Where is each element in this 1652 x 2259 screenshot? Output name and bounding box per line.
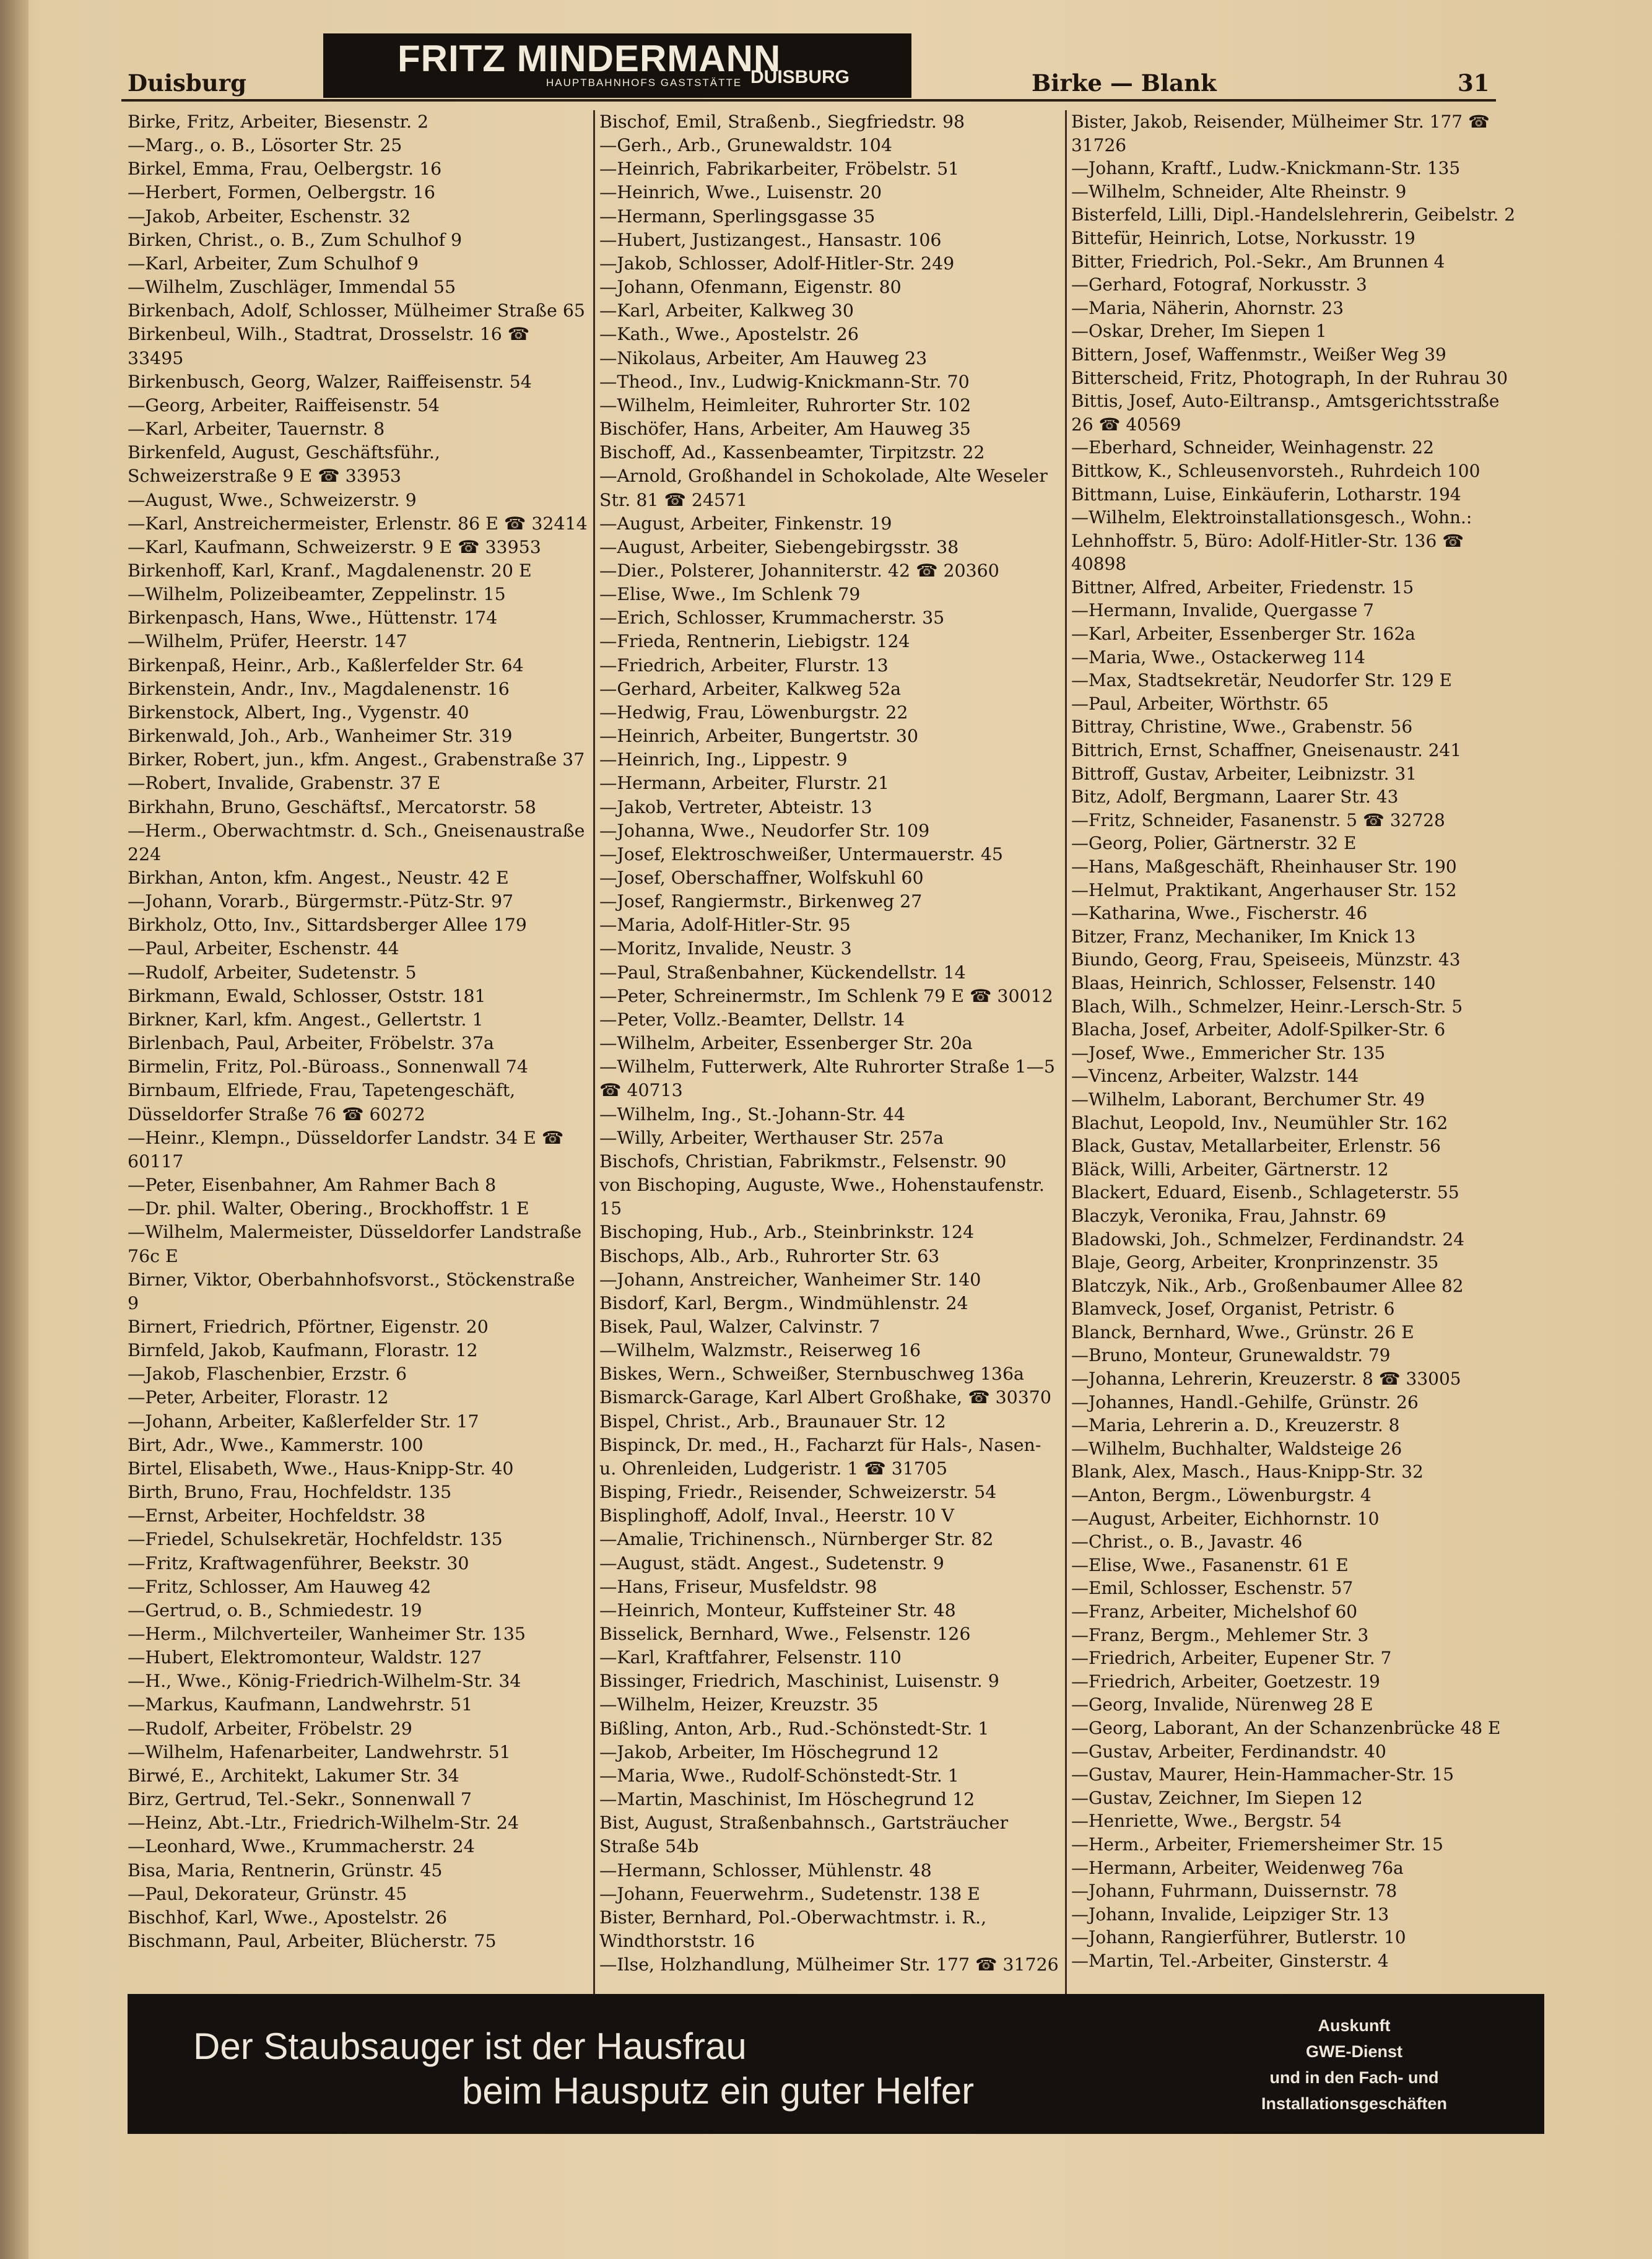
directory-entry: —Heinrich, Monteur, Kuffsteiner Str. 48 — [599, 1600, 956, 1621]
directory-entry: Bittner, Alfred, Arbeiter, Friedenstr. 15 — [1071, 577, 1414, 598]
directory-entry: —Herm., Milchverteiler, Wanheimer Str. 135 — [128, 1624, 526, 1644]
directory-entry: —Max, Stadtsekretär, Neudorfer Str. 129 E — [1071, 670, 1452, 691]
directory-entry: —Wilhelm, Prüfer, Heerstr. 147 — [128, 631, 407, 652]
directory-entry: Bitterscheid, Fritz, Photograph, In der Ruhrau 30 — [1071, 367, 1508, 388]
directory-entry: Blank, Alex, Masch., Haus-Knipp-Str. 32 — [1071, 1461, 1424, 1482]
directory-entry: Birker, Robert, jun., kfm. Angest., Grabenstraße 37 — [128, 749, 585, 770]
directory-entry: Bischoff, Ad., Kassenbeamter, Tirpitzstr. 22 — [599, 442, 985, 463]
directory-entry: Blaas, Heinrich, Schlosser, Felsenstr. 140 — [1071, 972, 1436, 993]
directory-entry: Birmelin, Fritz, Pol.-Büroass., Sonnenwall 74 — [128, 1056, 528, 1077]
directory-entry: —Amalie, Trichinensch., Nürnberger Str. 82 — [599, 1529, 994, 1550]
directory-entry: —Heinrich, Arbeiter, Bungertstr. 30 — [599, 726, 919, 747]
directory-entry: —Maria, Adolf-Hitler-Str. 95 — [599, 915, 851, 936]
directory-entry: —Johann, Feuerwehrm., Sudetenstr. 138 E — [599, 1883, 980, 1904]
directory-entry: —Leonhard, Wwe., Krummacherstr. 24 — [128, 1836, 475, 1857]
directory-entry: Birlenbach, Paul, Arbeiter, Fröbelstr. 37a — [128, 1033, 494, 1054]
column-separator — [1065, 110, 1067, 1999]
directory-entry: —Fritz, Kraftwagenführer, Beekstr. 30 — [128, 1552, 469, 1573]
directory-entry: Bisterfeld, Lilli, Dipl.-Handelslehrerin, Geibelstr. 2 — [1071, 204, 1516, 225]
directory-entry: —Maria, Näherin, Ahornstr. 23 — [1071, 297, 1344, 318]
directory-entry: —Georg, Polier, Gärtnerstr. 32 E — [1071, 833, 1357, 854]
directory-entry: —Paul, Straßenbahner, Kückendellstr. 14 — [599, 962, 966, 983]
directory-entry: —Wilhelm, Elektroinstallationsgesch., Wohn.: Lehnhoffstr. 5, Büro: Adolf-Hitler-Str. 136 ☎ 40898 — [1071, 507, 1472, 575]
directory-entry: Blackert, Eduard, Eisenb., Schlageterstr. 55 — [1071, 1182, 1459, 1203]
directory-entry: Birnbaum, Elfriede, Frau, Tapetengeschäft, Düsseldorfer Straße 76 ☎ 60272 — [128, 1080, 516, 1125]
directory-entry: Bitz, Adolf, Bergmann, Laarer Str. 43 — [1071, 786, 1399, 807]
directory-entry: Bittern, Josef, Waffenmstr., Weißer Weg 39 — [1071, 344, 1446, 365]
directory-entry: —Jakob, Schlosser, Adolf-Hitler-Str. 249 — [599, 253, 955, 274]
directory-entry: Bischofs, Christian, Fabrikmstr., Felsenstr. 90 — [599, 1151, 1007, 1172]
directory-entry: Bischops, Alb., Arb., Ruhrorter Str. 63 — [599, 1245, 940, 1266]
directory-entry: —Wilhelm, Schneider, Alte Rheinstr. 9 — [1071, 181, 1407, 202]
page-number: 31 — [1458, 69, 1490, 97]
directory-entry: —Rudolf, Arbeiter, Sudetenstr. 5 — [128, 962, 417, 983]
directory-entry: —Hermann, Sperlingsgasse 35 — [599, 206, 876, 227]
directory-entry: —Friedrich, Arbeiter, Flurstr. 13 — [599, 655, 889, 676]
ad-info-line: Installationsgeschäften — [1261, 2094, 1448, 2113]
directory-entry: —Peter, Arbeiter, Florastr. 12 — [128, 1387, 389, 1408]
directory-entry: Birkenwald, Joh., Arb., Wanheimer Str. 319 — [128, 726, 513, 747]
directory-entry: —Hans, Maßgeschäft, Rheinhauser Str. 190 — [1071, 856, 1457, 877]
footer-advertisement — [128, 1994, 1544, 2134]
directory-entry: Birkenbeul, Wilh., Stadtrat, Drosselstr. 16 ☎ 33495 — [128, 324, 530, 368]
directory-entry: —Paul, Arbeiter, Eschenstr. 44 — [128, 938, 399, 959]
directory-entry: Blaje, Georg, Arbeiter, Kronprinzenstr. 35 — [1071, 1252, 1439, 1273]
directory-entry: Birkenstock, Albert, Ing., Vygenstr. 40 — [128, 702, 469, 723]
directory-entry: von Bischoping, Auguste, Wwe., Hohenstaufenstr. 15 — [599, 1175, 1045, 1219]
column-2 — [599, 110, 1059, 1975]
directory-entry: Birkenbach, Adolf, Schlosser, Mülheimer Straße 65 — [128, 300, 585, 321]
directory-entry: —Wilhelm, Malermeister, Düsseldorfer Landstraße 76c E — [128, 1222, 582, 1266]
directory-entry: —Karl, Arbeiter, Essenberger Str. 162a — [1071, 624, 1415, 645]
directory-entry: —August, Arbeiter, Eichhornstr. 10 — [1071, 1508, 1380, 1529]
directory-entry: —Johann, Anstreicher, Wanheimer Str. 140 — [599, 1269, 981, 1290]
directory-entry: Birkmann, Ewald, Schlosser, Oststr. 181 — [128, 985, 486, 1006]
directory-entry: —August, Arbeiter, Siebengebirgsstr. 38 — [599, 536, 959, 557]
header-range: Birke — Blank — [1032, 69, 1217, 97]
directory-entry: —Herm., Oberwachtmstr. d. Sch., Gneisenaustraße 224 — [128, 820, 585, 864]
directory-entry: —Ernst, Arbeiter, Hochfeldstr. 38 — [128, 1505, 426, 1526]
page-binding — [0, 0, 28, 2259]
directory-entry: —Georg, Arbeiter, Raiffeisenstr. 54 — [128, 394, 440, 416]
directory-entry: —Jakob, Arbeiter, Im Höschegrund 12 — [599, 1741, 939, 1762]
directory-entry: Blachut, Leopold, Inv., Neumühler Str. 162 — [1071, 1112, 1448, 1133]
directory-entry: —Martin, Maschinist, Im Höschegrund 12 — [599, 1789, 975, 1810]
directory-entry: —Wilhelm, Laborant, Berchumer Str. 49 — [1071, 1089, 1425, 1110]
directory-entry: Birkenstein, Andr., Inv., Magdalenenstr. 16 — [128, 678, 510, 699]
directory-entry: Bittroff, Gustav, Arbeiter, Leibnizstr. 31 — [1071, 763, 1417, 784]
banner-city: DUISBURG — [750, 67, 850, 87]
directory-entry: Bittray, Christine, Wwe., Grabenstr. 56 — [1071, 716, 1413, 738]
directory-entry: Birken, Christ., o. B., Zum Schulhof 9 — [128, 229, 463, 250]
directory-entry: Bitter, Friedrich, Pol.-Sekr., Am Brunnen 4 — [1071, 251, 1445, 272]
directory-entry: —Theod., Inv., Ludwig-Knickmann-Str. 70 — [599, 371, 970, 392]
directory-entry: —August, Arbeiter, Finkenstr. 19 — [599, 513, 892, 534]
directory-entry: Blaczyk, Veronika, Frau, Jahnstr. 69 — [1071, 1205, 1386, 1226]
directory-entry: —Dier., Polsterer, Johanniterstr. 42 ☎ 20360 — [599, 560, 999, 581]
directory-entry: —Hedwig, Frau, Löwenburgstr. 22 — [599, 702, 908, 723]
directory-entry: Birnert, Friedrich, Pförtner, Eigenstr. 20 — [128, 1316, 489, 1337]
directory-entry: —August, Wwe., Schweizerstr. 9 — [128, 489, 417, 510]
directory-entry: Bisdorf, Karl, Bergm., Windmühlenstr. 24 — [599, 1292, 968, 1313]
directory-entry: —Wilhelm, Polizeibeamter, Zeppelinstr. 15 — [128, 584, 506, 605]
directory-entry: —Wilhelm, Heizer, Kreuzstr. 35 — [599, 1694, 879, 1715]
directory-entry: —Johann, Arbeiter, Kaßlerfelder Str. 17 — [128, 1411, 479, 1432]
directory-entry: —Georg, Laborant, An der Schanzenbrücke 48 E — [1071, 1717, 1501, 1738]
directory-entry: —Karl, Arbeiter, Tauernstr. 8 — [128, 419, 385, 440]
directory-entry: —Gustav, Arbeiter, Ferdinandstr. 40 — [1071, 1741, 1386, 1762]
directory-entry: Birner, Viktor, Oberbahnhofsvorst., Stöckenstraße 9 — [128, 1269, 575, 1313]
directory-entry: Bisplinghoff, Adolf, Inval., Heerstr. 10 V — [599, 1505, 954, 1526]
directory-entry: Birkenbusch, Georg, Walzer, Raiffeisenstr. 54 — [128, 371, 532, 392]
directory-entry: Bißling, Anton, Arb., Rud.-Schönstedt-Str. 1 — [599, 1718, 989, 1739]
directory-entry: —Jakob, Arbeiter, Eschenstr. 32 — [128, 206, 411, 227]
directory-entry: Bläck, Willi, Arbeiter, Gärtnerstr. 12 — [1071, 1159, 1389, 1180]
directory-entry: —Helmut, Praktikant, Angerhauser Str. 152 — [1071, 879, 1457, 900]
directory-entry: —Heinrich, Fabrikarbeiter, Fröbelstr. 51 — [599, 159, 960, 180]
directory-entry: —Heinrich, Wwe., Luisenstr. 20 — [599, 182, 882, 203]
directory-entry: —Rudolf, Arbeiter, Fröbelstr. 29 — [128, 1718, 412, 1739]
directory-entry: Birkenpaß, Heinr., Arb., Kaßlerfelder Str. 64 — [128, 655, 524, 676]
directory-entry: —Karl, Kraftfahrer, Felsenstr. 110 — [599, 1647, 902, 1668]
directory-entry: Birkner, Karl, kfm. Angest., Gellertstr. 1 — [128, 1009, 484, 1030]
directory-entry: Bisa, Maria, Rentnerin, Grünstr. 45 — [128, 1860, 443, 1881]
directory-entry: —August, städt. Angest., Sudetenstr. 9 — [599, 1552, 944, 1573]
directory-entry: Bittmann, Luise, Einkäuferin, Lotharstr. 194 — [1071, 484, 1461, 505]
directory-entry: —Paul, Arbeiter, Wörthstr. 65 — [1071, 693, 1329, 714]
directory-entry: Blamveck, Josef, Organist, Petristr. 6 — [1071, 1299, 1395, 1320]
directory-entry: —Henriette, Wwe., Bergstr. 54 — [1071, 1811, 1342, 1832]
directory-entry: —Ilse, Holzhandlung, Mülheimer Str. 177 ☎ 31726 — [599, 1954, 1059, 1975]
ad-info-line: Auskunft — [1318, 2016, 1391, 2035]
directory-entry: Birkhahn, Bruno, Geschäftsf., Mercatorstr. 58 — [128, 796, 536, 817]
directory-entry: —Maria, Lehrerin a. D., Kreuzerstr. 8 — [1071, 1415, 1400, 1436]
directory-entry: Bispinck, Dr. med., H., Facharzt für Hals-, Nasen- u. Ohrenleiden, Ludgeristr. 1 ☎ 31705 — [599, 1434, 1041, 1479]
ad-line-1: Der Staubsauger ist der Hausfrau — [193, 2026, 747, 2067]
directory-entry: Bittkow, K., Schleusenvorsteh., Ruhrdeich 100 — [1071, 460, 1480, 481]
directory-entry: —Karl, Arbeiter, Kalkweg 30 — [599, 300, 854, 321]
directory-entry: —Heinrich, Ing., Lippestr. 9 — [599, 749, 848, 770]
directory-entry: —Elise, Wwe., Fasanenstr. 61 E — [1071, 1554, 1349, 1575]
directory-entry: —H., Wwe., König-Friedrich-Wilhelm-Str. 34 — [128, 1671, 521, 1692]
directory-entry: Birt, Adr., Wwe., Kammerstr. 100 — [128, 1434, 424, 1455]
directory-entry: —Frieda, Rentnerin, Liebigstr. 124 — [599, 631, 910, 652]
directory-entry: —Gerhard, Fotograf, Norkusstr. 3 — [1071, 274, 1367, 295]
directory-entry: Birkel, Emma, Frau, Oelbergstr. 16 — [128, 159, 442, 180]
directory-entry: —Willy, Arbeiter, Werthauser Str. 257a — [599, 1127, 944, 1148]
directory-entry: —Paul, Dekorateur, Grünstr. 45 — [128, 1883, 407, 1904]
directory-entry: —Wilhelm, Buchhalter, Waldsteige 26 — [1071, 1438, 1402, 1459]
directory-entry: —Johann, Vorarb., Bürgermstr.-Pütz-Str. 97 — [128, 891, 514, 912]
directory-entry: —Emil, Schlosser, Eschenstr. 57 — [1071, 1578, 1354, 1599]
directory-entry: Bischof, Emil, Straßenb., Siegfriedstr. 98 — [599, 111, 965, 132]
directory-entry: —Josef, Rangiermstr., Birkenweg 27 — [599, 891, 923, 912]
banner-name: FRITZ MINDERMANN — [398, 38, 781, 79]
directory-entry: —Karl, Arbeiter, Zum Schulhof 9 — [128, 253, 419, 274]
directory-entry: Bittrich, Ernst, Schaffner, Gneisenaustr. 241 — [1071, 740, 1462, 761]
directory-entry: Blach, Wilh., Schmelzer, Heinr.-Lersch-Str. 5 — [1071, 996, 1463, 1017]
directory-entry: —Katharina, Wwe., Fischerstr. 46 — [1071, 903, 1368, 924]
directory-entry: —Josef, Wwe., Emmericher Str. 135 — [1071, 1042, 1386, 1063]
directory-entry: Birnfeld, Jakob, Kaufmann, Florastr. 12 — [128, 1340, 478, 1361]
directory-entry: Blatczyk, Nik., Arb., Großenbaumer Allee 82 — [1071, 1275, 1464, 1296]
directory-entry: —Fritz, Schneider, Fasanenstr. 5 ☎ 32728 — [1071, 809, 1445, 830]
ad-info-line: GWE-Dienst — [1305, 2042, 1402, 2061]
directory-entry: —Johannes, Handl.-Gehilfe, Grünstr. 26 — [1071, 1391, 1419, 1412]
directory-entry: Birkenfeld, August, Geschäftsführ., Schweizerstraße 9 E ☎ 33953 — [128, 442, 440, 487]
directory-entry: —Gerh., Arb., Grunewaldstr. 104 — [599, 135, 892, 156]
directory-entry: Birkholz, Otto, Inv., Sittardsberger Allee 179 — [128, 915, 527, 936]
directory-entry: —Gertrud, o. B., Schmiedestr. 19 — [128, 1600, 422, 1621]
directory-entry: —Wilhelm, Heimleiter, Ruhrorter Str. 102 — [599, 394, 972, 416]
directory-entry: —Gustav, Maurer, Hein-Hammacher-Str. 15 — [1071, 1764, 1454, 1785]
directory-entry: —Anton, Bergm., Löwenburgstr. 4 — [1071, 1485, 1372, 1506]
directory-entry: —Johann, Invalide, Leipziger Str. 13 — [1071, 1904, 1389, 1925]
directory-entry: —Kath., Wwe., Apostelstr. 26 — [599, 324, 859, 345]
directory-entry: —Johann, Rangierführer, Butlerstr. 10 — [1071, 1927, 1406, 1948]
directory-entry: —Johanna, Lehrerin, Kreuzerstr. 8 ☎ 33005 — [1071, 1369, 1461, 1390]
directory-entry: Bisek, Paul, Walzer, Calvinstr. 7 — [599, 1316, 880, 1337]
directory-entry: —Hermann, Arbeiter, Flurstr. 21 — [599, 773, 890, 794]
column-3 — [1071, 110, 1521, 1971]
directory-entry: Birz, Gertrud, Tel.-Sekr., Sonnenwall 7 — [128, 1789, 472, 1810]
directory-entry: —Heinz, Abt.-Ltr., Friedrich-Wilhelm-Str. 24 — [128, 1813, 520, 1834]
directory-entry: —Friedrich, Arbeiter, Goetzestr. 19 — [1071, 1671, 1380, 1692]
directory-entry: —Gerhard, Arbeiter, Kalkweg 52a — [599, 678, 902, 699]
banner-subtitle: HAUPTBAHNHOFS GASTSTÄTTE — [546, 77, 742, 89]
directory-entry: —Franz, Bergm., Mehlemer Str. 3 — [1071, 1624, 1369, 1645]
directory-entry: Bismarck-Garage, Karl Albert Großhake, ☎ 30370 — [599, 1387, 1051, 1408]
directory-entry: Bister, Bernhard, Pol.-Oberwachtmstr. i. R., Windthorststr. 16 — [599, 1907, 987, 1952]
directory-entry: Birke, Fritz, Arbeiter, Biesenstr. 2 — [128, 111, 429, 132]
directory-entry: —Vincenz, Arbeiter, Walzstr. 144 — [1071, 1066, 1359, 1087]
header-city: Duisburg — [128, 69, 247, 97]
directory-entry: —Dr. phil. Walter, Obering., Brockhoffstr. 1 E — [128, 1198, 529, 1219]
directory-entry: —Gustav, Zeichner, Im Siepen 12 — [1071, 1787, 1363, 1808]
directory-entry: —Johann, Ofenmann, Eigenstr. 80 — [599, 277, 902, 298]
directory-entry: —Christ., o. B., Javastr. 46 — [1071, 1531, 1303, 1552]
directory-entry: Birtel, Elisabeth, Wwe., Haus-Knipp-Str. 40 — [128, 1458, 514, 1479]
directory-entry: —Maria, Wwe., Ostackerweg 114 — [1071, 646, 1365, 668]
directory-entry: Bister, Jakob, Reisender, Mülheimer Str. 177 ☎ 31726 — [1071, 111, 1490, 155]
directory-entry: Bissinger, Friedrich, Maschinist, Luisenstr. 9 — [599, 1671, 999, 1692]
directory-entry: —Eberhard, Schneider, Weinhagenstr. 22 — [1071, 437, 1434, 458]
directory-entry: Birwé, E., Architekt, Lakumer Str. 34 — [128, 1765, 459, 1786]
directory-entry: —Herm., Arbeiter, Friemersheimer Str. 15 — [1071, 1834, 1443, 1855]
directory-entry: —Martin, Tel.-Arbeiter, Ginsterstr. 4 — [1071, 1950, 1389, 1971]
directory-entry: —Herbert, Formen, Oelbergstr. 16 — [128, 182, 435, 203]
column-1 — [128, 110, 588, 1968]
directory-entry: Blacha, Josef, Arbeiter, Adolf-Spilker-Str. 6 — [1071, 1019, 1446, 1040]
directory-entry: —Heinr., Klempn., Düsseldorfer Landstr. 34 E ☎ 60117 — [128, 1127, 564, 1172]
directory-entry: Bischmann, Paul, Arbeiter, Blücherstr. 75 — [128, 1931, 497, 1952]
directory-entry: Bisping, Friedr., Reisender, Schweizerstr. 54 — [599, 1482, 997, 1503]
directory-entry: —Karl, Kaufmann, Schweizerstr. 9 E ☎ 33953 — [128, 536, 541, 557]
directory-entry: Birkhan, Anton, kfm. Angest., Neustr. 42 E — [128, 868, 509, 888]
directory-entry: —Josef, Elektroschweißer, Untermauerstr. 45 — [599, 843, 1003, 864]
directory-entry: —Friedel, Schulsekretär, Hochfeldstr. 135 — [128, 1529, 503, 1550]
ad-info-line: und in den Fach- und — [1269, 2068, 1439, 2087]
directory-entry: —Fritz, Schlosser, Am Hauweg 42 — [128, 1576, 432, 1597]
directory-entry: —Peter, Schreinermstr., Im Schlenk 79 E ☎ 30012 — [599, 985, 1053, 1006]
column-separator — [593, 110, 595, 1999]
directory-entry: —Markus, Kaufmann, Landwehrstr. 51 — [128, 1694, 473, 1715]
directory-entry: —Marg., o. B., Lösorter Str. 25 — [128, 135, 402, 156]
directory-entry: Birkenhoff, Karl, Kranf., Magdalenenstr. 20 E — [128, 560, 532, 581]
directory-entry: —Wilhelm, Hafenarbeiter, Landwehrstr. 51 — [128, 1741, 511, 1762]
directory-entry: —Elise, Wwe., Im Schlenk 79 — [599, 584, 861, 605]
directory-entry: —Oskar, Dreher, Im Siepen 1 — [1071, 321, 1327, 342]
directory-entry: —Karl, Anstreichermeister, Erlenstr. 86 E ☎ 32414 — [128, 513, 588, 534]
directory-entry: —Maria, Wwe., Rudolf-Schönstedt-Str. 1 — [599, 1765, 959, 1786]
directory-entry: —Hubert, Elektromonteur, Waldstr. 127 — [128, 1647, 482, 1668]
directory-entry: —Hans, Friseur, Musfeldstr. 98 — [599, 1576, 877, 1597]
directory-entry: Bladowski, Joh., Schmelzer, Ferdinandstr. 24 — [1071, 1229, 1465, 1250]
directory-entry: —Hermann, Arbeiter, Weidenweg 76a — [1071, 1857, 1404, 1878]
directory-entry: —Wilhelm, Ing., St.-Johann-Str. 44 — [599, 1103, 905, 1125]
directory-entry: —Erich, Schlosser, Krummacherstr. 35 — [599, 607, 945, 629]
directory-entry: —Hubert, Justizangest., Hansastr. 106 — [599, 229, 942, 250]
directory-entry: Birkenpasch, Hans, Wwe., Hüttenstr. 174 — [128, 607, 498, 629]
directory-entry: Bittefür, Heinrich, Lotse, Norkusstr. 19 — [1071, 227, 1415, 248]
directory-entry: Bisselick, Bernhard, Wwe., Felsenstr. 126 — [599, 1624, 971, 1644]
directory-entry: Blanck, Bernhard, Wwe., Grünstr. 26 E — [1071, 1321, 1414, 1343]
directory-entry: —Johann, Kraftf., Ludw.-Knickmann-Str. 135 — [1071, 158, 1461, 179]
directory-entry: Bitzer, Franz, Mechaniker, Im Knick 13 — [1071, 926, 1416, 947]
directory-entry: —Robert, Invalide, Grabenstr. 37 E — [128, 773, 441, 794]
directory-entry: Bischöfer, Hans, Arbeiter, Am Hauweg 35 — [599, 419, 971, 440]
ad-line-2: beim Hausputz ein guter Helfer — [462, 2070, 975, 2112]
directory-entry: Biundo, Georg, Frau, Speiseeis, Münzstr. 43 — [1071, 949, 1461, 970]
directory-entry: —Johanna, Wwe., Neudorfer Str. 109 — [599, 820, 930, 841]
directory-entry: —Hermann, Schlosser, Mühlenstr. 48 — [599, 1860, 932, 1881]
directory-entry: Bist, August, Straßenbahnsch., Gartsträucher Straße 54b — [599, 1813, 1009, 1857]
directory-entry: —Wilhelm, Walzmstr., Reiserweg 16 — [599, 1340, 921, 1361]
directory-entry: —Moritz, Invalide, Neustr. 3 — [599, 938, 852, 959]
directory-entry: —Nikolaus, Arbeiter, Am Hauweg 23 — [599, 347, 928, 368]
directory-entry: Bittis, Josef, Auto-Eiltransp., Amtsgerichtsstraße 26 ☎ 40569 — [1071, 391, 1500, 435]
directory-entry: Bischhof, Karl, Wwe., Apostelstr. 26 — [128, 1907, 448, 1928]
directory-entry: Bispel, Christ., Arb., Braunauer Str. 12 — [599, 1411, 946, 1432]
directory-entry: —Wilhelm, Futterwerk, Alte Ruhrorter Straße 1—5 ☎ 40713 — [599, 1056, 1055, 1101]
directory-entry: —Friedrich, Arbeiter, Eupener Str. 7 — [1071, 1648, 1392, 1669]
directory-entry: Biskes, Wern., Schweißer, Sternbuschweg 136a — [599, 1364, 1024, 1385]
directory-entry: —Johann, Fuhrmann, Duissernstr. 78 — [1071, 1881, 1398, 1902]
directory-entry: —Franz, Arbeiter, Michelshof 60 — [1071, 1601, 1358, 1622]
directory-entry: —Bruno, Monteur, Grunewaldstr. 79 — [1071, 1345, 1391, 1366]
ad-info-box — [1202, 2013, 1506, 2117]
directory-entry: Black, Gustav, Metallarbeiter, Erlenstr. 56 — [1071, 1136, 1441, 1157]
directory-entry: —Wilhelm, Arbeiter, Essenberger Str. 20a — [599, 1033, 973, 1054]
directory-entry: —Wilhelm, Zuschläger, Immendal 55 — [128, 277, 456, 298]
header-rule — [121, 99, 1496, 102]
directory-entry: Bischoping, Hub., Arb., Steinbrinkstr. 124 — [599, 1222, 975, 1243]
directory-entry: —Jakob, Vertreter, Abteistr. 13 — [599, 796, 872, 817]
directory-entry: —Peter, Vollz.-Beamter, Dellstr. 14 — [599, 1009, 905, 1030]
directory-entry: —Arnold, Großhandel in Schokolade, Alte Weseler Str. 81 ☎ 24571 — [599, 466, 1048, 510]
directory-entry: —Hermann, Invalide, Quergasse 7 — [1071, 600, 1374, 621]
directory-entry: —Georg, Invalide, Nürenweg 28 E — [1071, 1694, 1373, 1715]
directory-entry: —Peter, Eisenbahner, Am Rahmer Bach 8 — [128, 1175, 497, 1196]
directory-entry: —Josef, Oberschaffner, Wolfskuhl 60 — [599, 868, 924, 888]
directory-entry: Birth, Bruno, Frau, Hochfeldstr. 135 — [128, 1482, 452, 1503]
directory-entry: —Jakob, Flaschenbier, Erzstr. 6 — [128, 1364, 407, 1385]
